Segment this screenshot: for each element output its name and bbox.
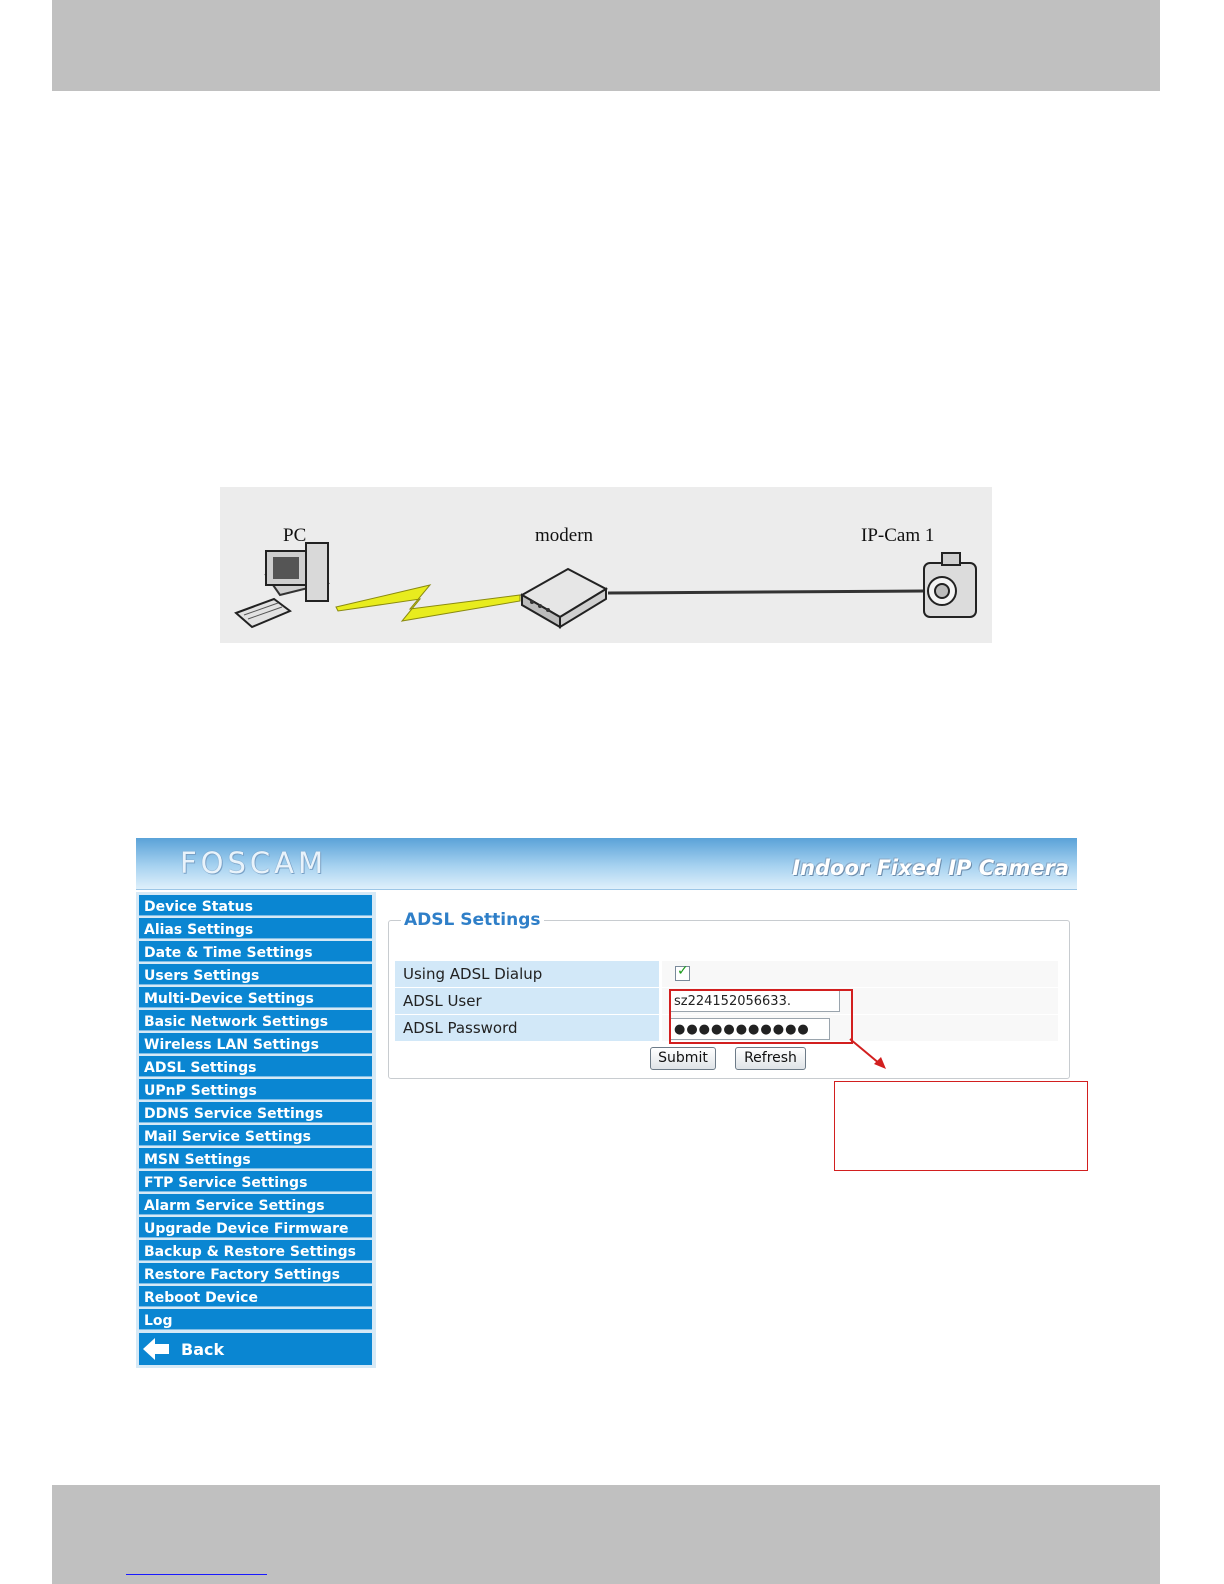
back-label: Back (181, 1340, 225, 1359)
sidebar-item-wireless-lan-settings[interactable]: Wireless LAN Settings (139, 1033, 372, 1054)
sidebar-item-reboot-device[interactable]: Reboot Device (139, 1286, 372, 1307)
camera-label: IP-Cam 1 (861, 525, 935, 546)
sidebar-item-basic-network-settings[interactable]: Basic Network Settings (139, 1010, 372, 1031)
back-button[interactable] (139, 1333, 372, 1365)
pc-icon (236, 543, 328, 627)
check-icon: ✓ (677, 963, 689, 979)
sidebar-item-date-time-settings[interactable]: Date & Time Settings (139, 941, 372, 962)
highlight-box (669, 989, 853, 1044)
footer-link[interactable] (126, 1560, 267, 1575)
pc-label: PC (283, 525, 307, 546)
sidebar-item-msn-settings[interactable]: MSN Settings (139, 1148, 372, 1169)
sidebar-item-upgrade-device-firmware[interactable]: Upgrade Device Firmware (139, 1217, 372, 1238)
camera-icon (924, 553, 976, 617)
diagram-graphics (220, 487, 992, 643)
ui-banner (136, 838, 1077, 890)
sidebar-item-alias-settings[interactable]: Alias Settings (139, 918, 372, 939)
back-arrow-icon (141, 1336, 171, 1362)
dialup-value-cell (662, 961, 1058, 987)
refresh-button[interactable]: Refresh (735, 1047, 806, 1070)
adsl-password-input[interactable]: ●●●●●●●●●●● (670, 1018, 830, 1040)
submit-button[interactable]: Submit (650, 1047, 716, 1070)
settings-sidebar (136, 892, 376, 1368)
sidebar-item-ddns-service-settings[interactable]: DDNS Service Settings (139, 1102, 372, 1123)
adsl-dialup-checkbox[interactable] (675, 963, 690, 981)
sidebar-item-backup-restore-settings[interactable]: Backup & Restore Settings (139, 1240, 372, 1261)
annotation-callout (834, 1081, 1088, 1171)
sidebar-item-log[interactable]: Log (139, 1309, 372, 1330)
sidebar-item-alarm-service-settings[interactable]: Alarm Service Settings (139, 1194, 372, 1215)
dialup-label: Using ADSL Dialup (395, 961, 659, 987)
page-header-band (52, 0, 1160, 91)
product-title: Indoor Fixed IP Camera (792, 856, 1069, 880)
sidebar-item-users-settings[interactable]: Users Settings (139, 964, 372, 985)
adsl-user-label: ADSL User (395, 988, 659, 1014)
cable-line (608, 591, 924, 593)
modem-icon (522, 569, 606, 627)
panel-title: ADSL Settings (401, 910, 544, 930)
network-diagram (220, 487, 992, 643)
sidebar-item-device-status[interactable]: Device Status (139, 895, 372, 916)
sidebar-item-multi-device-settings[interactable]: Multi-Device Settings (139, 987, 372, 1008)
foscam-logo: FOSCAM (180, 846, 328, 880)
sidebar-item-adsl-settings[interactable]: ADSL Settings (139, 1056, 372, 1077)
adsl-password-label: ADSL Password (395, 1015, 659, 1041)
sidebar-item-mail-service-settings[interactable]: Mail Service Settings (139, 1125, 372, 1146)
sidebar-item-upnp-settings[interactable]: UPnP Settings (139, 1079, 372, 1100)
wireless-link-icon (336, 585, 520, 621)
sidebar-item-restore-factory-settings[interactable]: Restore Factory Settings (139, 1263, 372, 1284)
modem-label: modern (535, 525, 594, 546)
sidebar-item-ftp-service-settings[interactable]: FTP Service Settings (139, 1171, 372, 1192)
adsl-user-input[interactable]: sz224152056633. (670, 990, 840, 1012)
